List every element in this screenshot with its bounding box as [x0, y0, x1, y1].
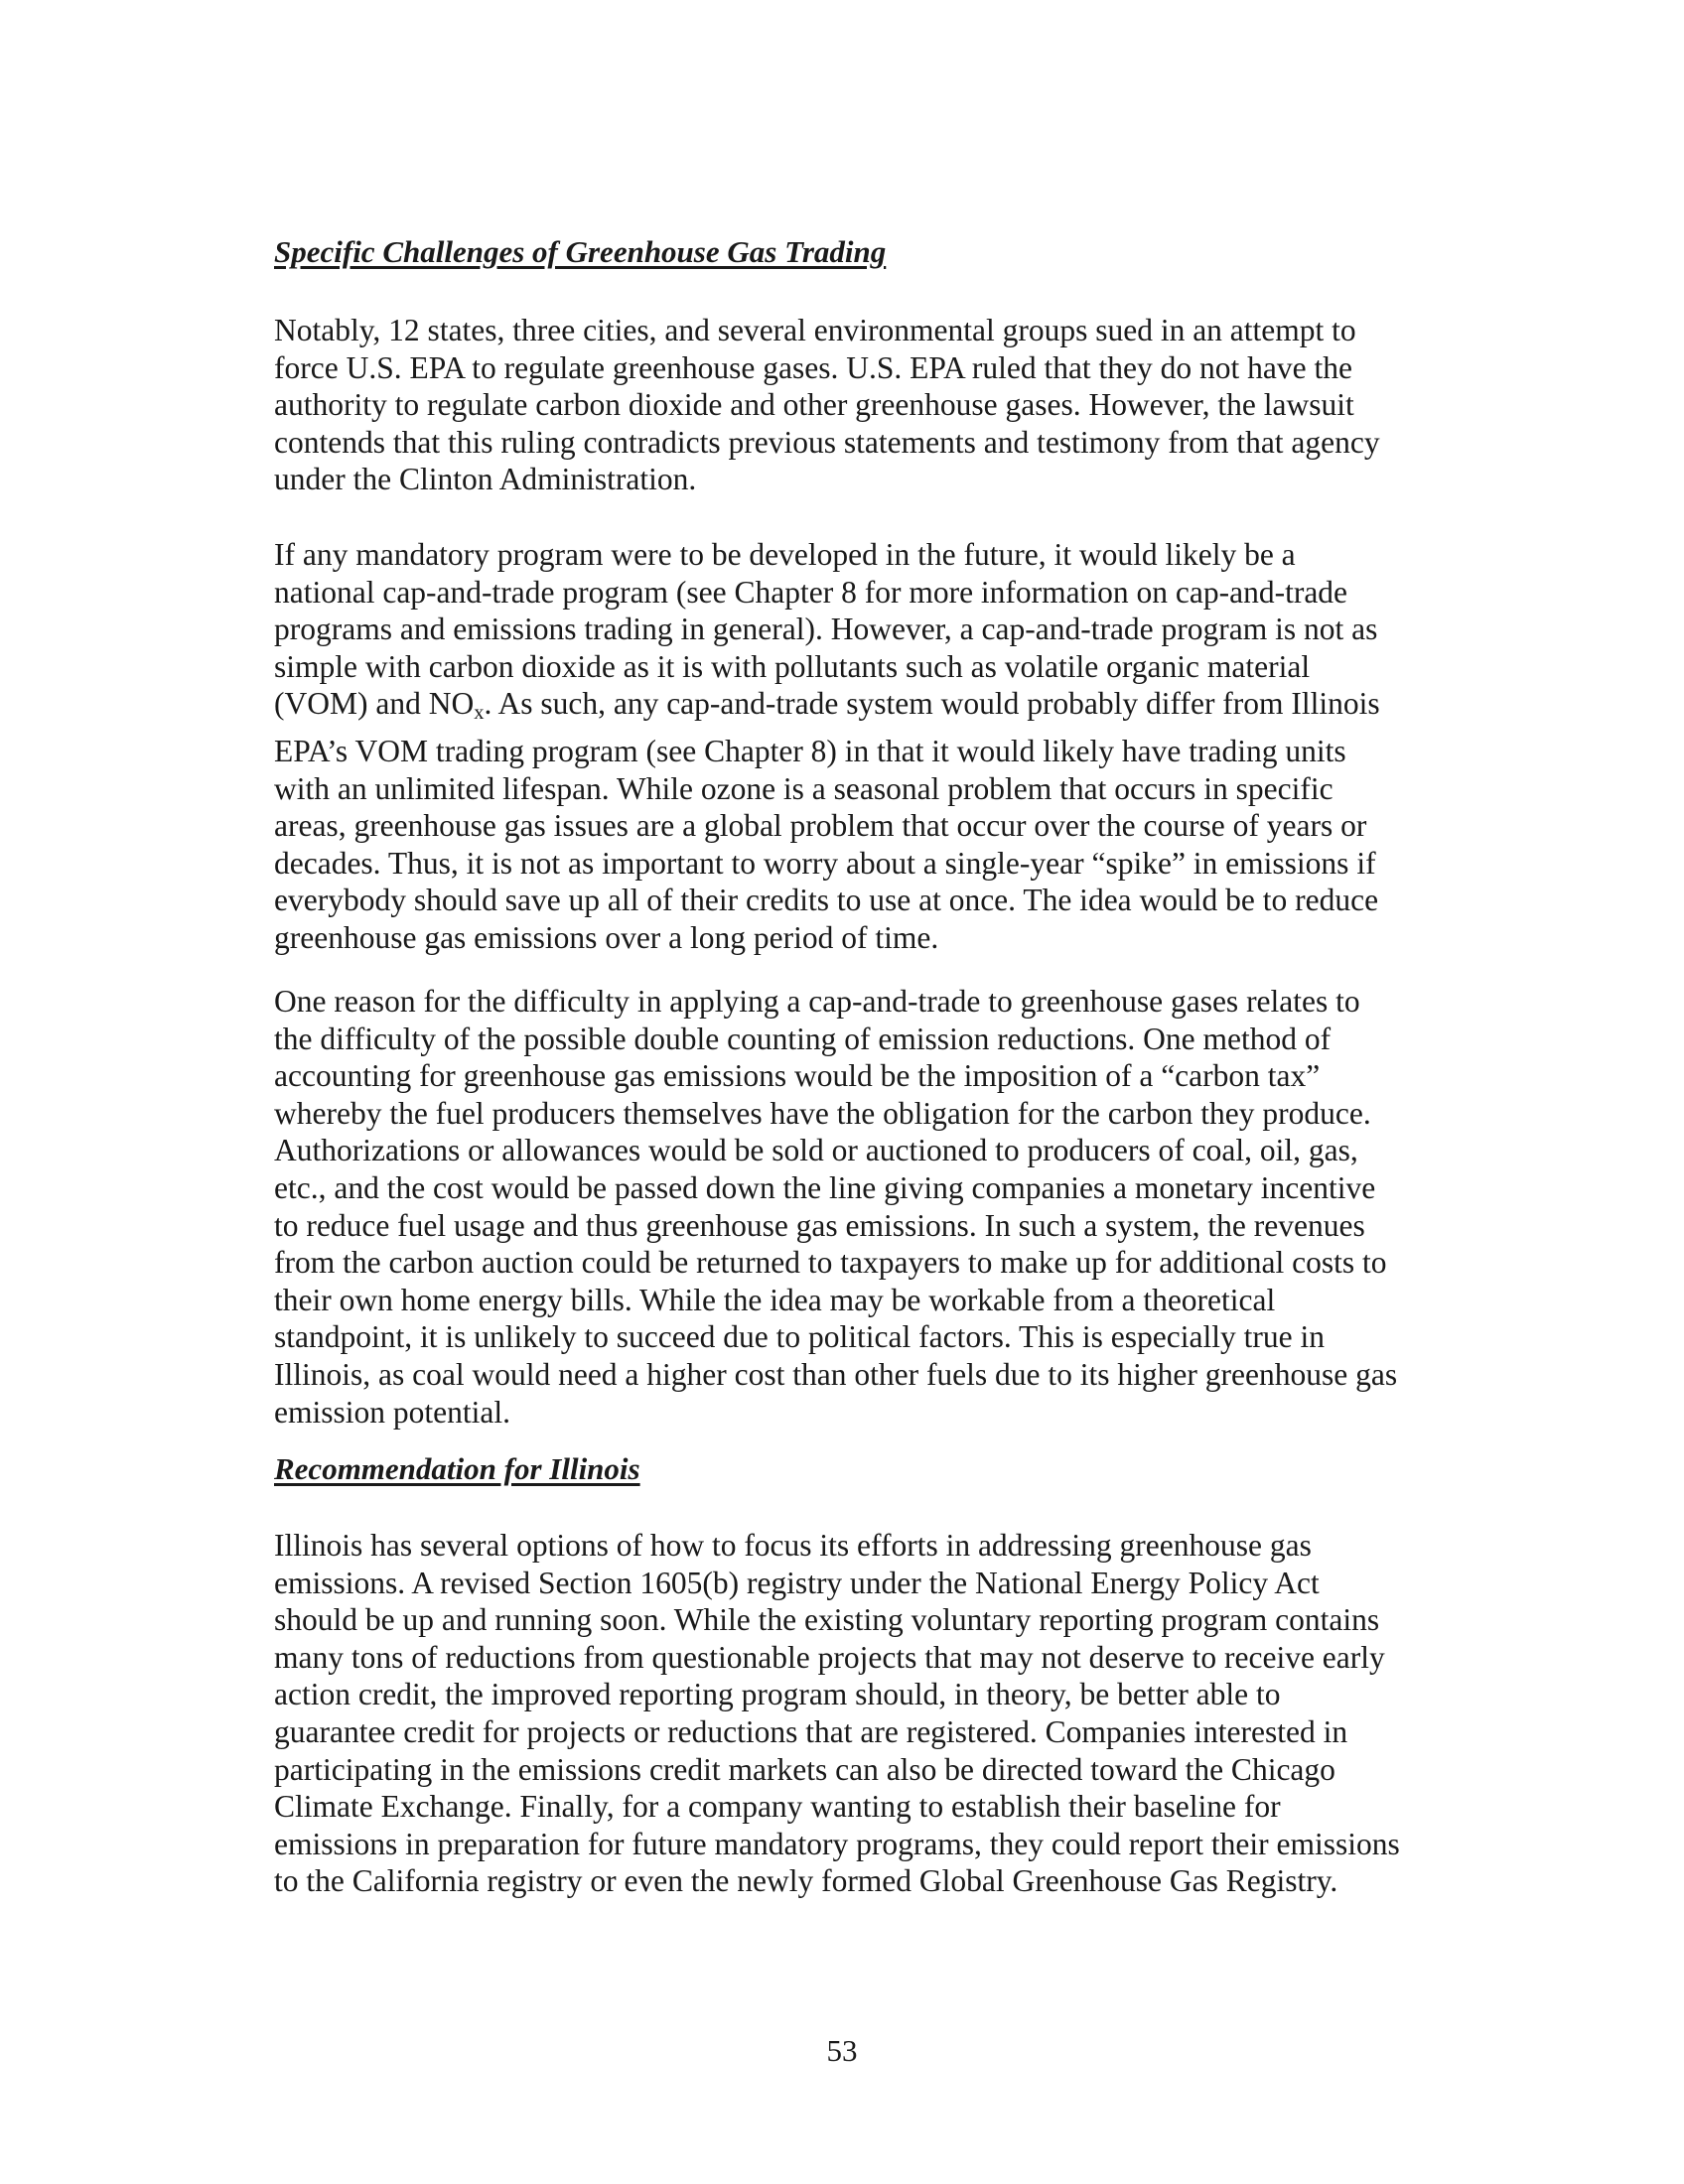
text-line: Authorizations or allowances would be sold or auctioned to producers of coal, oil, gas,	[274, 1133, 1358, 1168]
text-line: everybody should save up all of their credits to use at once. The idea would be to reduce	[274, 883, 1379, 918]
text-line: to reduce fuel usage and thus greenhouse gas emissions. In such a system, the revenues	[274, 1207, 1365, 1243]
text-line	[274, 685, 1456, 733]
section-heading-recommendation: Recommendation for Illinois	[274, 1451, 640, 1486]
paragraph-illinois-options	[274, 1527, 1456, 1900]
text-line: emission potential.	[274, 1394, 510, 1430]
text-line: greenhouse gas emissions over a long period of time.	[274, 920, 939, 956]
text-line: Illinois, as coal would need a higher cost than other fuels due to its higher greenhouse gas	[274, 1356, 1398, 1392]
text-line: emissions. A revised Section 1605(b) registry under the National Energy Policy Act	[274, 1565, 1320, 1600]
text-line: national cap-and-trade program (see Chapter 8 for more information on cap-and-trade	[274, 574, 1348, 610]
text-line: areas, greenhouse gas issues are a global problem that occur over the course of years or	[274, 808, 1367, 844]
text-line: Climate Exchange. Finally, for a company wanting to establish their baseline for	[274, 1789, 1281, 1825]
text-line: One reason for the difficulty in applying a cap-and-trade to greenhouse gases relates to	[274, 984, 1360, 1019]
text-fragment: (VOM) and NO	[274, 686, 475, 722]
text-line: their own home energy bills. While the idea may be workable from a theoretical	[274, 1282, 1276, 1317]
text-line: decades. Thus, it is not as important to worry about a single-year “spike” in emissions if	[274, 845, 1376, 881]
text-line: authority to regulate carbon dioxide and other greenhouse gases. However, the lawsuit	[274, 387, 1354, 423]
text-line: Notably, 12 states, three cities, and several environmental groups sued in an attempt to	[274, 313, 1356, 347]
text-line: participating in the emissions credit markets can also be directed toward the Chicago	[274, 1751, 1335, 1787]
text-line: accounting for greenhouse gas emissions would be the imposition of a “carbon tax”	[274, 1058, 1321, 1094]
text-line: many tons of reductions from questionable projects that may not deserve to receive early	[274, 1639, 1385, 1675]
text-line: whereby the fuel producers themselves have the obligation for the carbon they produce.	[274, 1095, 1371, 1131]
text-line: with an unlimited lifespan. While ozone is a seasonal problem that occurs in specific	[274, 770, 1333, 806]
page-number: 53	[826, 2033, 858, 2068]
text-line: etc., and the cost would be passed down the line giving companies a monetary incentive	[274, 1169, 1376, 1205]
text-line: simple with carbon dioxide as it is with pollutants such as volatile organic material	[274, 648, 1311, 684]
text-line: EPA’s VOM trading program (see Chapter 8) in that it would likely have trading units	[274, 734, 1346, 769]
text-line: If any mandatory program were to be developed in the future, it would likely be a	[274, 537, 1296, 572]
text-line: contends that this ruling contradicts previous statements and testimony from that agency	[274, 424, 1380, 460]
paragraph-lawsuit	[274, 312, 1456, 498]
text-line: guarantee credit for projects or reductions that are registered. Companies interested in	[274, 1713, 1348, 1749]
text-line: the difficulty of the possible double counting of emission reductions. One method of	[274, 1021, 1332, 1056]
text-line: emissions in preparation for future mandatory programs, they could report their emissions	[274, 1826, 1400, 1861]
text-line: Illinois has several options of how to focus its efforts in addressing greenhouse gas	[274, 1528, 1312, 1563]
text-fragment: . As such, any cap-and-trade system would probably differ from Illinois	[484, 686, 1380, 722]
section-heading-challenges: Specific Challenges of Greenhouse Gas Trading	[274, 234, 887, 269]
text-line: programs and emissions trading in general). However, a cap-and-trade program is not as	[274, 612, 1378, 647]
text-line: from the carbon auction could be returned to taxpayers to make up for additional costs to	[274, 1245, 1387, 1281]
text-line: standpoint, it is unlikely to succeed due to political factors. This is especially true in	[274, 1319, 1325, 1355]
text-line: should be up and running soon. While the existing voluntary reporting program contains	[274, 1602, 1380, 1638]
text-line: to the California registry or even the newly formed Global Greenhouse Gas Registry.	[274, 1863, 1338, 1899]
subscript-x: x	[474, 702, 485, 725]
text-line: action credit, the improved reporting program should, in theory, be better able to	[274, 1677, 1281, 1712]
text-line: under the Clinton Administration.	[274, 462, 697, 497]
paragraph-cap-and-trade	[274, 536, 1456, 957]
paragraph-carbon-tax	[274, 983, 1456, 1431]
text-line: force U.S. EPA to regulate greenhouse gases. U.S. EPA ruled that they do not have the	[274, 349, 1352, 385]
